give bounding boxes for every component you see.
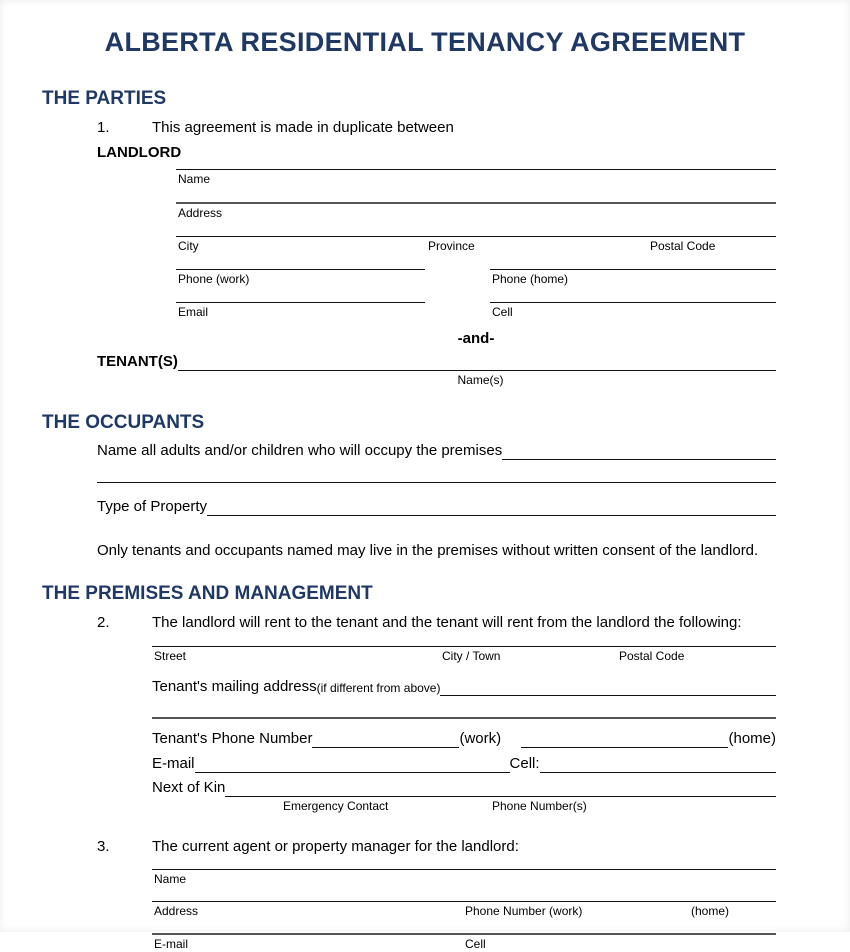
section-heading-parties: THE PARTIES: [42, 88, 167, 110]
type-of-property-row: [97, 498, 776, 516]
agent-phone-work-caption: Phone Number (work): [465, 903, 583, 918]
and-separator: -and-: [457, 330, 495, 348]
landlord-phone-row: [176, 269, 776, 287]
tenant-phone-row: [152, 730, 776, 748]
tenant-names-caption: Name(s): [457, 373, 504, 388]
landlord-city-row: [176, 236, 776, 254]
next-of-kin-row: [152, 779, 776, 797]
landlord-email-caption: Email: [178, 305, 209, 320]
agent-email-caption: E-mail: [154, 936, 189, 951]
agent-name-row: [152, 869, 776, 887]
landlord-address-row: [176, 202, 776, 221]
clause-1: [97, 119, 776, 137]
occupants-line-2: [97, 482, 776, 483]
agent-name-caption: Name: [154, 871, 187, 886]
landlord-cell-line: [490, 302, 776, 303]
occupants-prompt-row: [97, 442, 776, 460]
occupants-prompt: Name all adults and/or children who will occupy the premises: [97, 442, 503, 460]
clause-1-text: This agreement is made in duplicate between: [152, 119, 454, 137]
agent-email-line: [152, 933, 776, 935]
landlord-name-caption: Name: [178, 172, 211, 187]
tenant-phone-label: Tenant's Phone Number: [152, 729, 313, 747]
mailing-address-line-2: [152, 717, 776, 719]
clause-3-text: The current agent or property manager for the landlord:: [152, 837, 519, 855]
agent-address-row: [152, 901, 776, 919]
page-title: ALBERTA RESIDENTIAL TENANCY AGREEMENT: [104, 27, 746, 57]
landlord-cell-caption: Cell: [492, 305, 513, 320]
landlord-province-caption: Province: [428, 239, 475, 254]
next-of-kin-line: [225, 782, 776, 797]
home-suffix: (home): [728, 729, 776, 747]
section-heading-premises: THE PREMISES AND MANAGEMENT: [42, 583, 373, 605]
mailing-address-label: Tenant's mailing address: [152, 677, 317, 695]
consent-note: Only tenants and occupants named may live in the premises without written consent of the landlord.: [97, 542, 759, 560]
tenant-email-label: E-mail: [152, 754, 195, 772]
tenant-names-line: [178, 356, 776, 371]
landlord-phone-home-line: [490, 269, 776, 270]
tenant-email-row: [152, 755, 776, 773]
agent-email-row: [152, 933, 776, 952]
landlord-phone-home-caption: Phone (home): [492, 272, 569, 287]
tenant-cell-line: [540, 758, 776, 773]
mailing-address-row: [152, 678, 776, 696]
clause-3: [97, 838, 776, 856]
section-heading-occupants: THE OCCUPANTS: [42, 412, 205, 434]
agent-fields-block: [152, 869, 776, 952]
premises-street-line: [152, 646, 776, 647]
mailing-address-line: [440, 681, 776, 696]
landlord-phone-work-line: [176, 269, 425, 270]
clause-2-number: 2.: [97, 613, 110, 631]
mailing-address-note: (if different from above): [316, 680, 441, 695]
clause-1-number: 1.: [97, 119, 110, 137]
type-of-property-label: Type of Property: [97, 498, 208, 516]
next-of-kin-label: Next of Kin: [152, 778, 226, 796]
clause-2-text: The landlord will rent to the tenant and the tenant will rent from the landlord the following:: [152, 613, 742, 631]
tenant-label: TENANT(S): [97, 353, 178, 371]
work-suffix: (work): [459, 729, 502, 747]
type-of-property-line: [207, 501, 776, 516]
agent-phone-home-caption: (home): [691, 903, 730, 918]
landlord-label: LANDLORD: [97, 144, 182, 162]
tenant-cell-label: Cell:: [509, 754, 540, 772]
tenant-row: [97, 353, 776, 371]
landlord-name-row: [176, 169, 776, 187]
landlord-fields-block: [176, 169, 776, 320]
tenant-email-line: [195, 758, 510, 773]
landlord-email-row: [176, 302, 776, 320]
tenant-phone-home-line: [521, 733, 728, 748]
phone-numbers-caption: Phone Number(s): [492, 798, 587, 813]
landlord-city-line: [176, 236, 776, 237]
landlord-address-line: [176, 202, 776, 204]
landlord-phone-work-caption: Phone (work): [178, 272, 250, 287]
agent-name-line: [152, 869, 776, 870]
landlord-city-caption: City: [178, 239, 199, 254]
landlord-email-line: [176, 302, 425, 303]
occupants-line-1: [502, 445, 776, 460]
agent-address-caption: Address: [154, 903, 199, 918]
emergency-contact-caption: Emergency Contact: [283, 798, 389, 813]
premises-fields-block: [152, 646, 776, 814]
city-town-caption: City / Town: [442, 648, 501, 663]
landlord-name-line: [176, 169, 776, 170]
agent-cell-caption: Cell: [465, 936, 486, 951]
tenant-phone-work-line: [312, 733, 459, 748]
clause-2: [97, 614, 776, 632]
clause-3-number: 3.: [97, 837, 110, 855]
premises-street-row: [152, 646, 776, 664]
landlord-address-caption: Address: [178, 206, 223, 221]
postal-code-caption: Postal Code: [619, 648, 685, 663]
landlord-postal-code-caption: Postal Code: [650, 239, 716, 254]
street-caption: Street: [154, 648, 187, 663]
agent-address-line: [152, 901, 776, 902]
